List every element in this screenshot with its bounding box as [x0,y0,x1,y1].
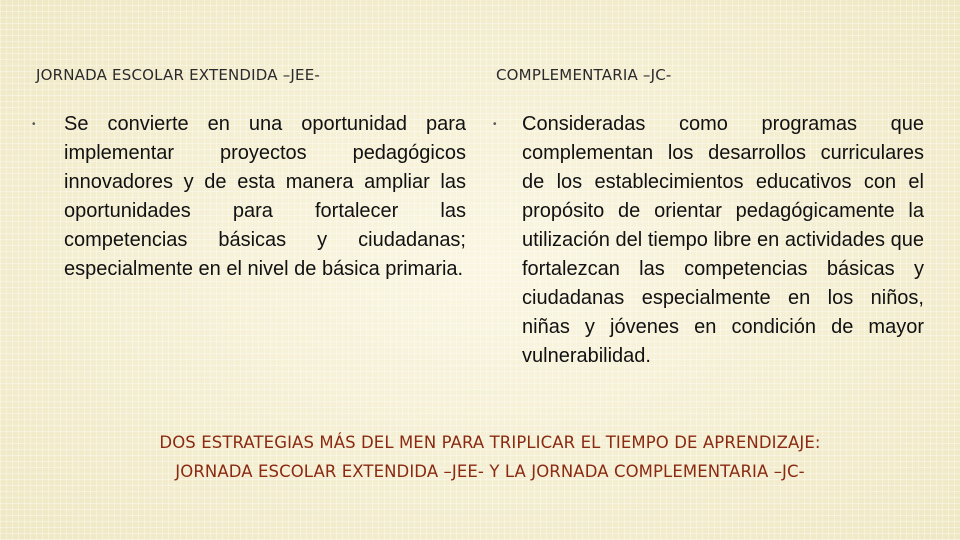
right-bullet-icon: • [493,119,497,130]
left-bullet-icon: • [32,119,36,130]
left-column-paragraph: Se convierte en una oportunidad para implementar proyectos pedagógicos innovadores y de esta manera ampliar las oportunidades para fortalecer las competencias básicas y ciudadanas; especialmente en el nivel de básica primaria. [64,113,466,280]
slide-title: DOS ESTRATEGIAS MÁS DEL MEN PARA TRIPLICAR EL TIEMPO DE APRENDIZAJE: JORNADA ESCOLAR EXTENDIDA –JEE- Y LA JORNADA COMPLEMENTARIA –JC- [159,433,821,481]
right-column-paragraph: Consideradas como programas que complementan los desarrollos curriculares de los establecimientos educativos con el propósito de orientar pedagógicamente la utilización del tiempo libre en actividades que fortalezcan las competencias básicas y ciudadanas especialmente en los niños, niñas y jóvenes en condición de mayor vulnerabilidad. [522,113,924,367]
right-column-heading: COMPLEMENTARIA –JC- [496,66,672,84]
left-column-heading: JORNADA ESCOLAR EXTENDIDA –JEE- [36,66,321,84]
